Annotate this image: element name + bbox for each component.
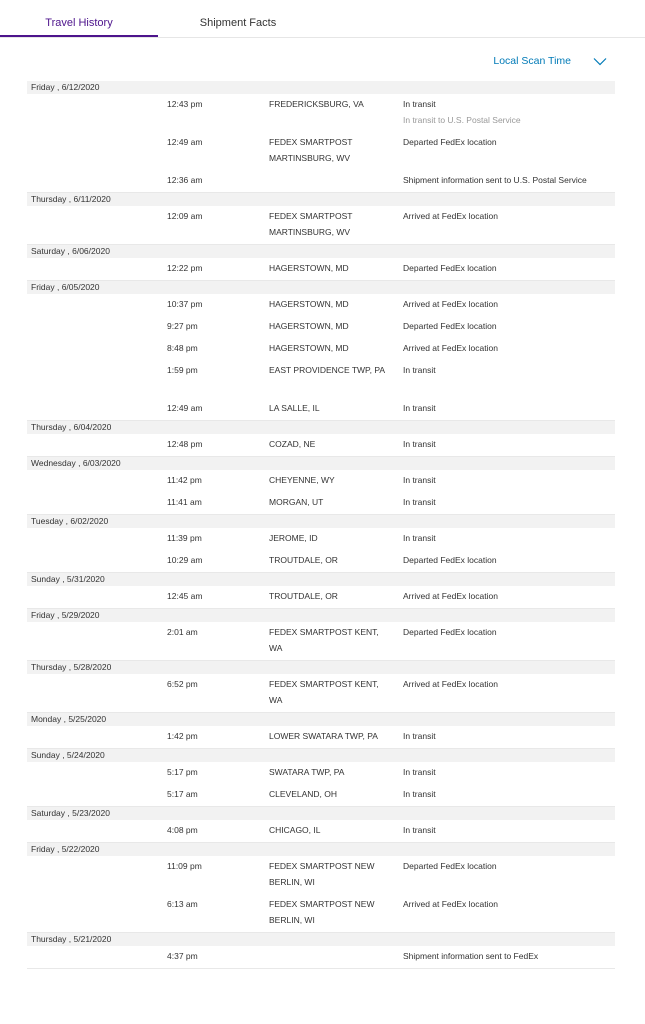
day-header: Wednesday , 6/03/2020 [27,457,615,470]
event-location: TROUTDALE, OR [269,591,338,601]
event-status-cell [403,858,613,874]
event-location: JEROME, ID [269,533,318,543]
event-status: Departed FedEx location [403,137,497,147]
event-status: In transit [403,789,436,799]
day-events [27,586,615,609]
event-row [27,258,615,280]
day-header: Tuesday , 6/02/2020 [27,515,615,528]
event-status-cell [403,96,613,128]
day-header: Saturday , 5/23/2020 [27,807,615,820]
event-row [27,674,615,712]
event-status-cell [403,786,613,802]
event-location: CHICAGO, IL [269,825,321,835]
event-status-cell [403,362,613,378]
event-status-cell [403,172,613,188]
event-row [27,294,615,316]
event-time: 10:37 pm [167,299,203,309]
event-row [27,528,615,550]
event-status: In transit [403,497,436,507]
event-status-cell [403,436,613,452]
day-events [27,820,615,843]
event-status-cell [403,948,613,964]
event-row [27,398,615,420]
event-time: 6:13 am [167,899,198,909]
event-time: 12:22 pm [167,263,203,273]
day-header: Friday , 6/05/2020 [27,281,615,294]
event-status: Shipment information sent to FedEx [403,951,539,961]
event-time: 12:09 am [167,211,203,221]
day-events [27,434,615,457]
active-tab-indicator [0,35,158,37]
event-status-cell [403,260,613,276]
day-events [27,762,615,807]
event-status-cell [403,494,613,510]
event-status: Arrived at FedEx location [403,343,498,353]
event-row [27,622,615,660]
event-row [27,550,615,572]
day-header: Thursday , 6/04/2020 [27,421,615,434]
day-events [27,294,615,421]
event-status: Arrived at FedEx location [403,899,498,909]
event-row [27,94,615,132]
event-location: FREDERICKSBURG, VA [269,99,364,109]
event-row [27,856,615,894]
event-row [27,434,615,456]
event-status: Shipment information sent to U.S. Postal Service [403,175,587,185]
event-location: FEDEX SMARTPOST NEW BERLIN, WI [269,899,375,925]
event-location: HAGERSTOWN, MD [269,343,349,353]
event-status: In transit [403,439,436,449]
event-time: 12:48 pm [167,439,203,449]
event-location: EAST PROVIDENCE TWP, PA [269,365,386,375]
event-status: In transit [403,99,436,109]
day-events [27,674,615,713]
event-status-cell [403,896,613,912]
event-location: FEDEX SMARTPOST MARTINSBURG, WV [269,211,353,237]
event-status-cell [403,296,613,312]
event-row [27,132,615,170]
event-time: 12:49 am [167,403,203,413]
day-header: Thursday , 5/28/2020 [27,661,615,674]
event-status: In transit [403,365,436,375]
day-events [27,258,615,281]
event-status-cell [403,624,613,640]
event-row [27,360,615,398]
event-row [27,894,615,932]
event-time: 1:59 pm [167,365,198,375]
event-status-detail: In transit to U.S. Postal Service [403,115,521,125]
event-status-cell [403,400,613,416]
event-status-cell [403,728,613,744]
day-events [27,726,615,749]
event-row [27,762,615,784]
event-time: 6:52 pm [167,679,198,689]
event-status-cell [403,676,613,692]
event-time: 11:39 pm [167,533,202,543]
tab-shipment-facts[interactable]: Shipment Facts [199,17,277,29]
day-header: Friday , 5/29/2020 [27,609,615,622]
event-row [27,946,615,968]
event-status: Departed FedEx location [403,321,497,331]
event-status: Arrived at FedEx location [403,591,498,601]
event-status: Departed FedEx location [403,861,497,871]
event-location: FEDEX SMARTPOST NEW BERLIN, WI [269,861,375,887]
event-location: FEDEX SMARTPOST KENT, WA [269,679,379,705]
event-status: Departed FedEx location [403,627,497,637]
tab-travel-history[interactable]: Travel History [45,17,113,29]
event-status: In transit [403,767,436,777]
day-header: Monday , 5/25/2020 [27,713,615,726]
event-time: 12:36 am [167,175,203,185]
local-scan-time-label: Local Scan Time [493,55,571,67]
chevron-down-icon [593,57,607,66]
day-events [27,946,615,969]
event-row [27,586,615,608]
day-header: Thursday , 5/21/2020 [27,933,615,946]
event-time: 1:42 pm [167,731,198,741]
event-location: LA SALLE, IL [269,403,320,413]
event-status: In transit [403,731,436,741]
event-time: 11:41 am [167,497,202,507]
event-location: HAGERSTOWN, MD [269,321,349,331]
event-status-cell [403,764,613,780]
event-status: In transit [403,475,436,485]
event-row [27,820,615,842]
event-time: 4:37 pm [167,951,198,961]
event-location: HAGERSTOWN, MD [269,263,349,273]
event-row [27,492,615,514]
event-status-cell [403,340,613,356]
day-header: Sunday , 5/24/2020 [27,749,615,762]
event-row [27,784,615,806]
event-location: HAGERSTOWN, MD [269,299,349,309]
event-time: 2:01 am [167,627,198,637]
day-header: Friday , 6/12/2020 [27,81,615,94]
event-status-cell [403,588,613,604]
event-location: CLEVELAND, OH [269,789,338,799]
event-row [27,206,615,244]
event-status-cell [403,208,613,224]
event-time: 5:17 pm [167,767,198,777]
event-status-cell [403,822,613,838]
tab-bar [0,0,645,38]
event-location: CHEYENNE, WY [269,475,335,485]
event-location: FEDEX SMARTPOST KENT, WA [269,627,379,653]
event-status: Arrived at FedEx location [403,679,498,689]
event-time: 11:42 pm [167,475,202,485]
event-location: MORGAN, UT [269,497,324,507]
event-time: 8:48 pm [167,343,198,353]
event-time: 9:27 pm [167,321,198,331]
event-row [27,726,615,748]
event-time: 4:08 pm [167,825,198,835]
event-status: In transit [403,825,436,835]
event-status-cell [403,472,613,488]
event-time: 12:45 am [167,591,203,601]
event-row [27,316,615,338]
day-events [27,856,615,933]
event-time: 12:49 am [167,137,203,147]
event-time: 5:17 am [167,789,198,799]
event-time: 11:09 pm [167,861,202,871]
day-header: Sunday , 5/31/2020 [27,573,615,586]
event-row [27,170,615,192]
event-row [27,470,615,492]
event-status-cell [403,318,613,334]
event-status: In transit [403,533,436,543]
day-events [27,622,615,661]
event-location: SWATARA TWP, PA [269,767,345,777]
event-status-cell [403,530,613,546]
event-status: Departed FedEx location [403,263,497,273]
event-location: COZAD, NE [269,439,316,449]
day-events [27,470,615,515]
event-time: 10:29 am [167,555,203,565]
event-status-cell [403,134,613,150]
event-row [27,338,615,360]
event-location: TROUTDALE, OR [269,555,338,565]
day-events [27,206,615,245]
travel-history-list [27,81,615,969]
day-events [27,94,615,193]
event-time: 12:43 pm [167,99,203,109]
event-status: Arrived at FedEx location [403,299,498,309]
day-header: Thursday , 6/11/2020 [27,193,615,206]
day-header: Saturday , 6/06/2020 [27,245,615,258]
event-status: In transit [403,403,436,413]
day-header: Friday , 5/22/2020 [27,843,615,856]
local-scan-time-dropdown[interactable] [493,52,607,70]
day-events [27,528,615,573]
event-status: Departed FedEx location [403,555,497,565]
event-status-cell [403,552,613,568]
event-status: Arrived at FedEx location [403,211,498,221]
event-location: FEDEX SMARTPOST MARTINSBURG, WV [269,137,353,163]
event-location: LOWER SWATARA TWP, PA [269,731,378,741]
